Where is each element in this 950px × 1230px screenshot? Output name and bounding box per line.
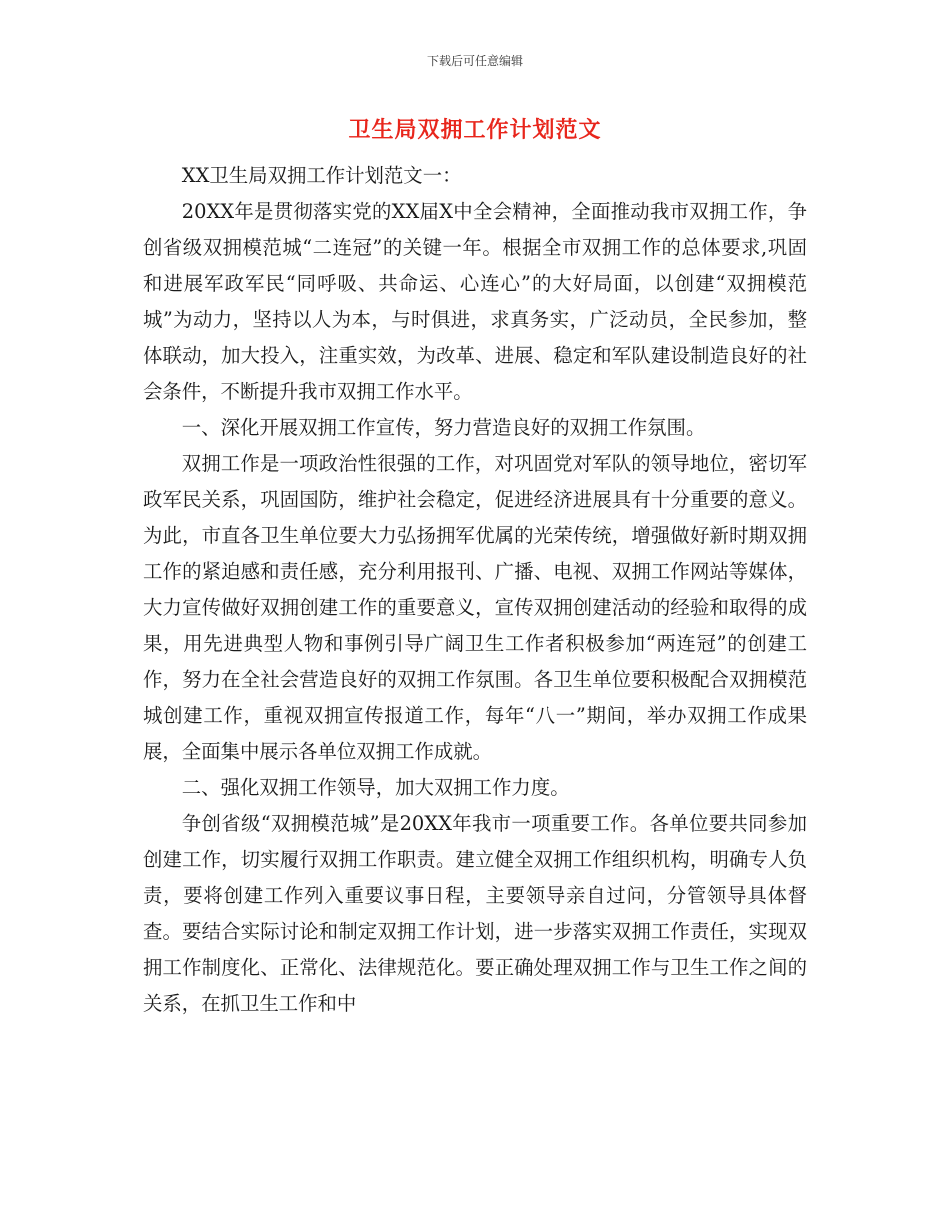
paragraph-section-1: 双拥工作是一项政治性很强的工作，对巩固党对军队的领导地位，密切军政军民关系，巩固国防，维护社会稳定，促进经济进展具有十分重要的意义。为此，市直各卫生单位要大力弘扬拥军优属的光荣传统，增强做好新时期双拥工作的紧迫感和责任感，充分利用报刊、广播、电视、双拥工作网站等媒体，大力宣传做好双拥创建工作的重要意义，宣传双拥创建活动的经验和取得的成果，用先进典型人物和事例引导广阔卫生工作者积极参加“两连冠”的创建工作，努力在全社会营造良好的双拥工作氛围。各卫生单位要积极配合双拥模范城创建工作，重视双拥宣传报道工作，每年“八一”期间，举办双拥工作成果展，全面集中展示各单位双拥工作成就。 [143,452,807,763]
paragraph-overview: 20XX年是贯彻落实党的XX届X中全会精神，全面推动我市双拥工作，争创省级双拥模范城“二连冠”的关键一年。根据全市双拥工作的总体要求,巩固和进展军政军民“同呼吸、共命运、心连心”的大好局面，以创建“双拥模范城”为动力，坚持以人为本，与时俱进，求真务实，广泛动员，全民参加，整体联动，加大投入，注重实效，为改革、进展、稳定和军队建设制造良好的社会条件，不断提升我市双拥工作水平。 [143,200,807,403]
section-heading-1: 一、深化开展双拥工作宣传，努力营造良好的双拥工作氛围。 [181,416,706,439]
paragraph-intro: XX卫生局双拥工作计划范文一： [181,164,462,187]
document-body [143,158,807,1022]
document-title: 卫生局双拥工作计划范文 [348,117,602,143]
page-header: 下载后可任意编辑 [426,54,523,68]
paragraph-section-2: 争创省级“双拥模范城”是20XX年我市一项重要工作。各单位要共同参加创建工作，切实履行双拥工作职责。建立健全双拥工作组织机构，明确专人负责，要将创建工作列入重要议事日程，主要领导亲自过问，分管领导具体督查。要结合实际讨论和制定双拥工作计划，进一步落实双拥工作责任，实现双拥工作制度化、正常化、法律规范化。要正确处理双拥工作与卫生工作之间的关系，在抓卫生工作和中 [143,812,807,1015]
section-heading-2: 二、强化双拥工作领导，加大双拥工作力度。 [181,776,570,799]
